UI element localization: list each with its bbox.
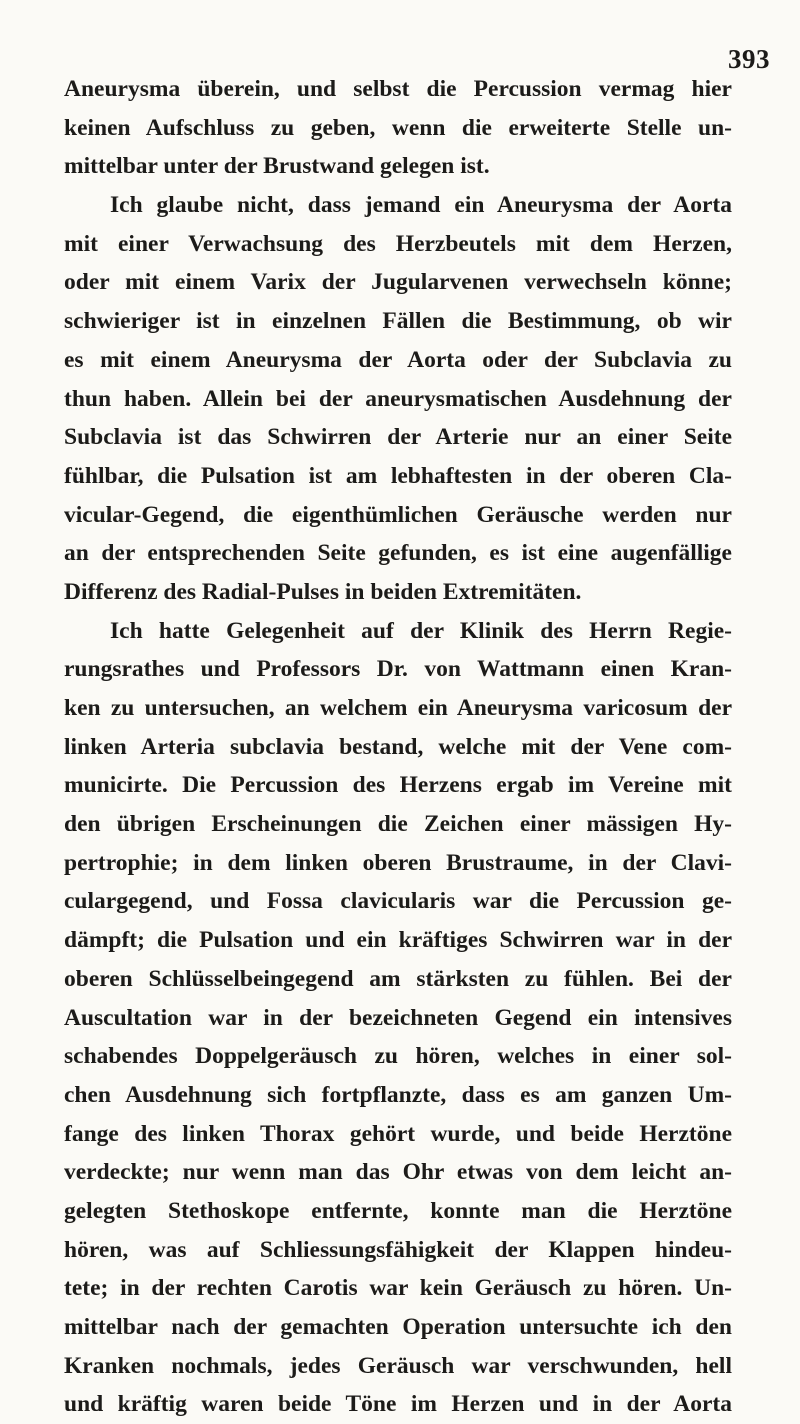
text-line: fange des linken Thorax gehört wurde, und beide Herztöne — [64, 1120, 732, 1147]
text-line: verdeckte; nur wenn man das Ohr etwas von dem leicht an- — [64, 1159, 732, 1186]
text-line: oberen Schlüsselbeingegend am stärksten zu fühlen. Bei der — [64, 965, 732, 992]
text-line: hören, was auf Schliessungsfähigkeit der Klappen hindeu- — [64, 1236, 732, 1263]
body-text — [64, 70, 732, 1424]
text-line: fühlbar, die Pulsation ist am lebhaftesten in der oberen Cla- — [64, 462, 732, 489]
text-line: culargegend, und Fossa clavicularis war die Percussion ge- — [64, 888, 732, 915]
text-line: Subclavia ist das Schwirren der Arterie nur an einer Seite — [64, 424, 732, 451]
text-line: es mit einem Aneurysma der Aorta oder der Subclavia zu — [64, 346, 732, 373]
page-number: 393 — [728, 44, 770, 74]
text-line: Differenz des Radial-Pulses in beiden Extremitäten. — [64, 578, 582, 605]
text-line: an der entsprechenden Seite gefunden, es ist eine augenfällige — [64, 540, 732, 567]
text-line: schabendes Doppelgeräusch zu hören, welches in einer sol- — [64, 1043, 732, 1070]
text-line: Auscultation war in der bezeichneten Gegend ein intensives — [64, 1004, 732, 1031]
text-line: vicular-Gegend, die eigenthümlichen Geräusche werden nur — [64, 501, 732, 528]
text-line: Ich glaube nicht, dass jemand ein Aneurysma der Aorta — [110, 192, 732, 219]
text-line: mittelbar unter der Brustwand gelegen ist. — [64, 153, 490, 180]
text-line: den übrigen Erscheinungen die Zeichen einer mässigen Hy- — [64, 811, 732, 838]
text-line: thun haben. Allein bei der aneurysmatischen Ausdehnung der — [64, 385, 732, 412]
text-line: rungsrathes und Professors Dr. von Wattmann einen Kran- — [64, 656, 732, 683]
text-line: dämpft; die Pulsation und ein kräftiges Schwirren war in der — [64, 927, 732, 954]
text-line: oder mit einem Varix der Jugularvenen verwechseln könne; — [64, 269, 732, 296]
text-line: und kräftig waren beide Töne im Herzen und in der Aorta — [64, 1391, 732, 1418]
text-line: mit einer Verwachsung des Herzbeutels mit dem Herzen, — [64, 230, 732, 257]
text-line: gelegten Stethoskope entfernte, konnte man die Herztöne — [64, 1197, 732, 1224]
text-line: keinen Aufschluss zu geben, wenn die erweiterte Stelle un- — [64, 114, 732, 141]
text-line: Ich hatte Gelegenheit auf der Klinik des Herrn Regie- — [110, 617, 732, 644]
text-line: tete; in der rechten Carotis war kein Geräusch zu hören. Un- — [64, 1275, 732, 1302]
text-line: chen Ausdehnung sich fortpflanzte, dass es am ganzen Um- — [64, 1081, 732, 1108]
text-line: schwieriger ist in einzelnen Fällen die Bestimmung, ob wir — [64, 308, 732, 335]
text-line: Aneurysma überein, und selbst die Percussion vermag hier — [64, 76, 732, 102]
text-line: mittelbar nach der gemachten Operation untersuchte ich den — [64, 1314, 732, 1340]
text-line: ken zu untersuchen, an welchem ein Aneurysma varicosum der — [64, 695, 732, 721]
text-line: municirte. Die Percussion des Herzens ergab im Vereine mit — [64, 772, 732, 799]
text-line: linken Arteria subclavia bestand, welche mit der Vene com- — [64, 733, 732, 760]
text-line: Kranken nochmals, jedes Geräusch war verschwunden, hell — [64, 1352, 732, 1379]
text-line: pertrophie; in dem linken oberen Brustraume, in der Clavi- — [64, 849, 732, 876]
